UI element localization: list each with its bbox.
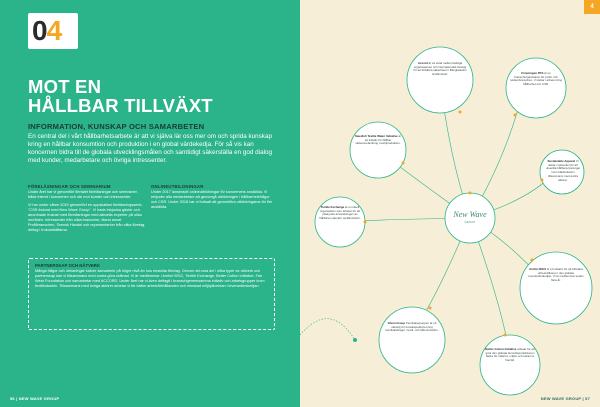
lectures-paragraph-1: Under året har vi genomfört flertalet föreläsningar och seminarier, både internt i koncernen och ute mot kunder och intressenter. [28, 190, 138, 199]
node-pfs-text: är en branschorganisation för profil- och reklambranschen. Vi deltar i arbete kring hållbarhet och CSR. [510, 71, 562, 87]
node-sustainable [544, 160, 582, 182]
node-chem-circle [379, 307, 445, 373]
partnership-box [28, 258, 275, 330]
right-page [300, 0, 600, 407]
title-line-1: MOT EN [28, 76, 102, 97]
chapter-number [32, 15, 61, 47]
node-cotton-title: Better Cotton Initiative [485, 347, 517, 351]
column-online [151, 184, 273, 213]
lectures-paragraph-2: Vi har under våren 2019 genomfört en uppskattad föreläsningsserie, "CSR-frukost med New Wave Group". Vi hade inbjudna gäster och anordnade frukost med föreläsningar med aktuella experter på olika områden. Intressenter från olika branscher, bland annat Profilbranschen, Svensk Handel och representanter från olika företag, deltog i frukostträffarna. [28, 203, 146, 232]
partnership-heading: PARTNERSKAP OCH NÄTVERK [35, 263, 101, 268]
node-sustainable-text: Vi deltar i nätverket för att utveckla hållbara lösningar inom klädindustrin tillsammans med andra aktörer. [545, 159, 581, 182]
node-cotton [484, 348, 536, 363]
node-bsci-text: är ett initiativ för att förbättra arbetsvillkoren i den globala leverantörskedjan. Vi är medlemmar sedan flera år. [528, 267, 584, 283]
online-heading: ONLINEUTBILDNINGAR [151, 184, 204, 189]
line-to-left [300, 319, 355, 340]
center-logo-sub: GROUP [464, 221, 476, 224]
node-chem-text: Kemikaliegruppen är ett nätverk för kunskapsutbyte kring kemikaliefrågor i textil- och läderindustrin. [385, 321, 439, 333]
lectures-heading: FÖRELÄSNINGAR OCH SEMINARIUM [28, 184, 111, 189]
node-swedish-title: Swedish Textile Water Initiative [354, 134, 398, 138]
node-textile-title: Textile Exchange [320, 205, 345, 209]
node-accord-text: är ett avtal mellan fackliga organisationer och internationella företag för att förbättra säkerheten i Bangladeshs textilindustri. [413, 61, 467, 77]
node-cotton-circle [480, 335, 540, 395]
node-pfs [510, 72, 562, 87]
node-accord [412, 62, 468, 77]
chapter-digit-a: 0 [32, 15, 47, 46]
partnership-text: Många frågor och utmaningar kräver samarbete på högre nivå än hos enskilda företag. Genom att vara del i olika typer av nätverk och partnerskap kan vi tillsammans med andra göra skillnad. Vi är medlemmar i Amfori BSCI, Textile Exchange, Better Cotton Initiative, Fair Wear Foundation och samarbetar med ACCORD. Under året har vi även deltagit i branschgemensamma initiativ och arbetsgrupper inom textilindustrin. Tillsammans med övriga aktörer arbetar vi för bättre arbetsförhållanden och minskad miljöpåverkan i leverantörskedjan. [35, 269, 265, 288]
node-chem-title: Chem Group [387, 321, 406, 325]
section-subtitle: INFORMATION, KUNSKAP OCH SAMARBETEN [28, 122, 205, 131]
node-pfs-title: Föreningen PFS [521, 71, 544, 75]
online-paragraph-1: Under 2017 lanserade onlineutbildningar för koncernens anställda. Vi erbjuder alla medarbetare att genomgå utbildningen i hållbarhetsfrågor och CSR. Under 2018 har vi fortsatt att genomföra utbildningarna för fler anställda. [151, 190, 273, 209]
footer-right: NEW WAVE GROUP | 57 [540, 396, 590, 401]
node-swedish [354, 135, 402, 146]
node-textile [318, 206, 362, 221]
node-textile-text: är en ideell organisation som arbetar för att påskynda användningen av hållbara material i textilindustrin. [319, 205, 361, 221]
node-swedish-text: är ett initiativ för hållbar vattenanvändning i textilproduktion. [355, 134, 402, 146]
node-accord-title: Accord [417, 61, 428, 65]
chapter-badge [28, 13, 78, 49]
chapter-tab: 4 [584, 0, 600, 14]
page-title [28, 77, 278, 115]
node-accord-circle [407, 47, 473, 113]
node-sustainable-title: Sustainable Apparel [547, 159, 576, 163]
footer-left: 56 | NEW WAVE GROUP [10, 396, 60, 401]
chapter-digit-b: 4 [46, 15, 62, 46]
node-pfs-circle [506, 58, 566, 118]
node-chem [384, 322, 440, 333]
title-line-2: HÅLLBAR TILLVÄXT [28, 95, 213, 116]
node-cotton-text: arbetar för att göra den globala bomullsproduktionen bättre för odlarna, miljön och sektorns framtid. [485, 347, 535, 363]
node-bsci [526, 268, 586, 283]
column-lectures [28, 184, 146, 236]
node-swedish-circle [350, 122, 406, 178]
node-bsci-circle [520, 252, 592, 324]
node-bsci-title: Amfori BSCI [529, 267, 547, 271]
intro-paragraph: En central del i vårt hållbarhetsarbete är att vi själva lär oss mer om och sprida kunskap kring en hållbar konsumtion och produktion i en global värdekedja. För så vis kan koncernen bidra till de globala utvecklingsmålen och samtidigt säkerställa en god dialog med kunder, medarbetare och övriga intressenter. [28, 133, 272, 165]
left-page-anchor-dot [353, 338, 357, 342]
center-logo: New Wave [453, 210, 487, 219]
